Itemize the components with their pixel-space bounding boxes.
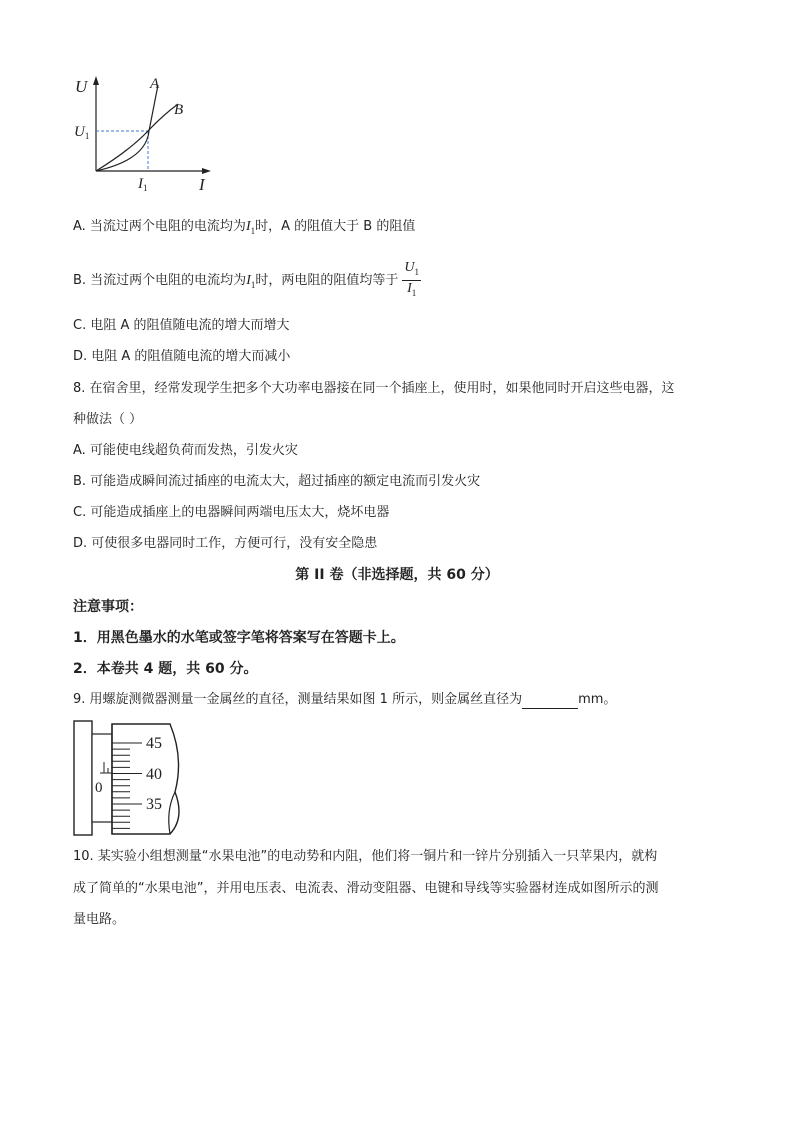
q8-stem-line1: 8. 在宿舍里，经常发现学生把多个大功率电器接在同一个插座上，使用时，如果他同时开启这些电器，这 (73, 381, 675, 396)
curve-b (96, 104, 178, 171)
frame-left (74, 721, 92, 835)
i1-label: $I_1$ (138, 176, 148, 193)
u-axis-arrow (93, 76, 99, 85)
ui-graph (68, 70, 218, 195)
q8-option-d: D. 可使很多电器同时工作，方便可行，没有安全隐患 (73, 536, 378, 551)
curve-a-label: A (150, 76, 160, 92)
thimble-mark-40: 40 (146, 766, 162, 783)
q8-option-a: A. 可能使电线超负荷而发热，引发火灾 (73, 443, 298, 458)
i1-symbol: $I_1$ (246, 273, 256, 290)
q8-option-c: C. 可能造成插座上的电器瞬间两端电压太大，烧坏电器 (73, 505, 390, 520)
sleeve-zero-label: 0 (95, 780, 103, 796)
answer-blank (522, 695, 578, 709)
notice-heading: 注意事项： (73, 599, 143, 615)
q8-stem-line2: 种做法（ ） (73, 412, 143, 427)
q9-stem: 9. 用螺旋测微器测量一金属丝的直径，测量结果如图 1 所示，则金属丝直径为 mm。 (73, 692, 617, 707)
q7-option-a: A. 当流过两个电阻的电流均为$I_1$时，A 的阻值大于 B 的阻值 (73, 219, 416, 236)
micrometer-figure (70, 718, 200, 840)
q7-option-c: C. 电阻 A 的阻值随电流的增大而增大 (73, 318, 290, 333)
u-axis-label: U (75, 77, 88, 96)
sleeve (92, 734, 112, 822)
i1-symbol: $I_1$ (245, 219, 256, 236)
thimble-mark-35: 35 (146, 796, 162, 813)
i-axis-arrow (202, 168, 211, 174)
notice-item-1: 1．用黑色墨水的水笔或签字笔将答案写在答题卡上。 (73, 630, 405, 646)
u1-over-i1-fraction: $\frac{U_1}{I_1}$ (404, 260, 419, 298)
i-axis-label: I (199, 175, 205, 194)
q8-option-b: B. 可能造成瞬间流过插座的电流太大，超过插座的额定电流而引发火灾 (73, 474, 481, 489)
q7-option-d: D. 电阻 A 的阻值随电流的增大而减小 (73, 349, 291, 364)
q7-option-b: B. 当流过两个电阻的电流均为$I_1$时，两电阻的阻值均等于 $\frac{U_1}{I_1}$ (73, 260, 421, 302)
u1-label: $U_1$ (74, 124, 90, 141)
thimble-mark-45: 45 (146, 735, 162, 752)
section-title: 第 II 卷（非选择题，共 60 分） (295, 567, 499, 583)
q10-line1: 10. 某实验小组想测量“水果电池”的电动势和内阻，他们将一铜片和一锌片分别插入一只苹果内，就构 (73, 849, 658, 864)
q10-line2: 成了简单的“水果电池”，并用电压表、电流表、滑动变阻器、电键和导线等实验器材连成如图所示的测 (73, 881, 659, 896)
notice-item-2: 2．本卷共 4 题，共 60 分。 (73, 661, 258, 677)
curve-b-label: B (174, 102, 184, 118)
curve-a (96, 85, 158, 171)
q10-line3: 量电路。 (73, 912, 126, 927)
